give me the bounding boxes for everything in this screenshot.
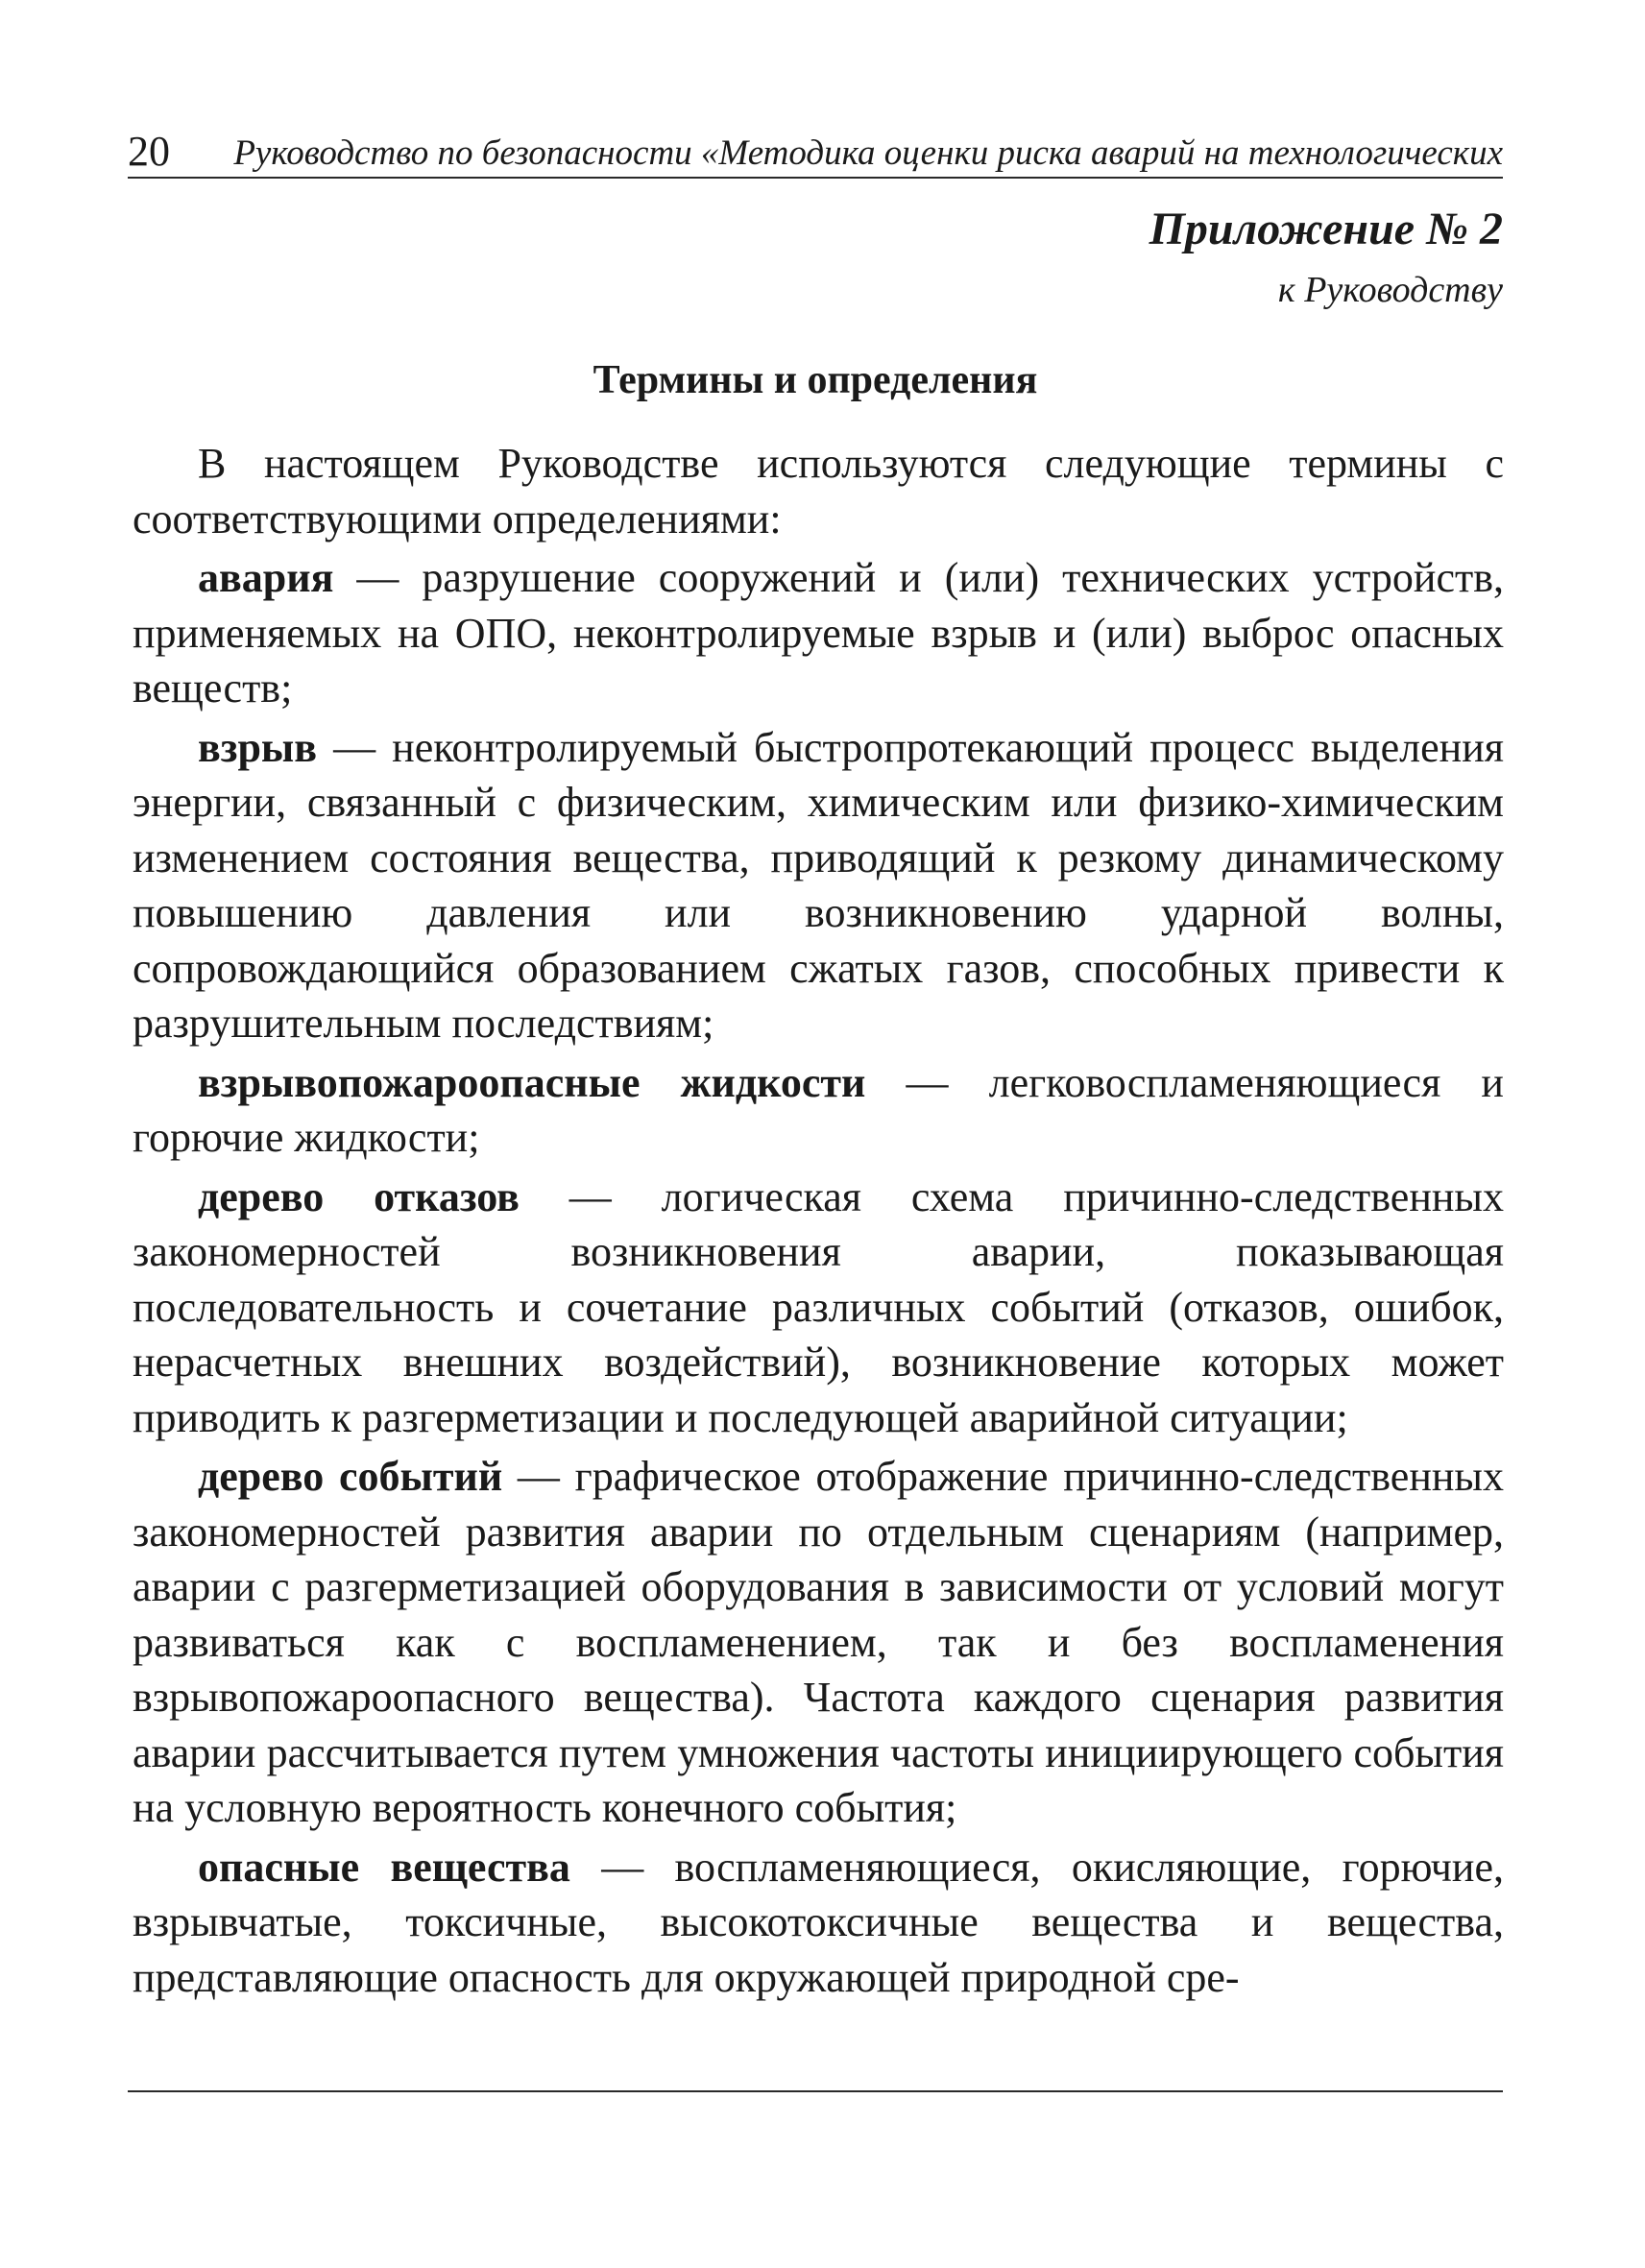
section-title: Термины и определения bbox=[593, 358, 1038, 402]
header-rule bbox=[128, 177, 1503, 179]
definition-term: дерево отказов bbox=[198, 1172, 520, 1220]
intro-paragraph: В настоящем Руководстве используются следующие термины с соответствующими определениями: bbox=[133, 440, 1504, 543]
definition-paragraph bbox=[133, 1449, 1504, 1836]
running-header bbox=[128, 123, 1503, 181]
definition-text: — воспламеняющиеся, окисляющие, горючие, взрывчатые, токсичные, высокотоксичные вещества и вещества, представляющие опасность для окружающей природной сре- bbox=[133, 1843, 1504, 2001]
footer-rule bbox=[128, 2090, 1503, 2092]
definition-paragraph bbox=[133, 550, 1504, 716]
definition-term: взрыв bbox=[198, 723, 318, 771]
running-title: Руководство по безопасности «Методика оценки риска аварий на технологических bbox=[233, 133, 1503, 173]
appendix-subtitle: к Руководству bbox=[1277, 270, 1503, 310]
definition-text: — легковоспламеняющиеся и горючие жидкости; bbox=[133, 1058, 1504, 1161]
definition-term: взрывопожароопасные жидкости bbox=[198, 1058, 866, 1106]
page-number: 20 bbox=[128, 128, 170, 175]
appendix-title: Приложение № 2 bbox=[1149, 204, 1503, 254]
definition-paragraph bbox=[133, 1840, 1504, 2006]
body-text bbox=[133, 436, 1504, 2005]
definition-text: — логическая схема причинно-следственных закономерностей возникновения аварии, показывающая последовательность и сочетание различных событий (отказов, ошибок, нерасчетных внешних воздействий), возникновение которых может приводить к разгерметизации и последующей аварийной ситуации; bbox=[133, 1172, 1504, 1441]
definition-paragraph bbox=[133, 720, 1504, 1051]
definition-term: дерево событий bbox=[198, 1453, 503, 1500]
definition-term: опасные вещества bbox=[198, 1843, 570, 1891]
appendix-block bbox=[1149, 198, 1503, 319]
definition-paragraph bbox=[133, 1170, 1504, 1446]
definition-text: — неконтролируемый быстропротекающий процесс выделения энергии, связанный с физическим, химическим или физико-химическим изменением состояния вещества, приводящий к резкому динамическому повышению давления или возникновению ударной волны, сопровождающийся образованием сжатых газов, способных привести к разрушительным последствиям; bbox=[133, 723, 1504, 1047]
definition-text: — графическое отображение причинно-следственных закономерностей развития аварии по отдельным сценариям (например, аварии с разгерметизацией оборудования в зависимости от условий могут развиваться как с воспламенением, так и без воспламенения взрывопожароопасного вещества). Частота каждого сценария развития аварии рассчитывается путем умножения частоты инициирующего события на условную вероятность конечного события; bbox=[133, 1453, 1504, 1831]
definition-paragraph bbox=[133, 1055, 1504, 1166]
definition-term: авария bbox=[198, 554, 334, 601]
definition-text: — разрушение сооружений и (или) технических устройств, применяемых на ОПО, неконтролируемые взрыв и (или) выброс опасных веществ; bbox=[133, 554, 1504, 712]
